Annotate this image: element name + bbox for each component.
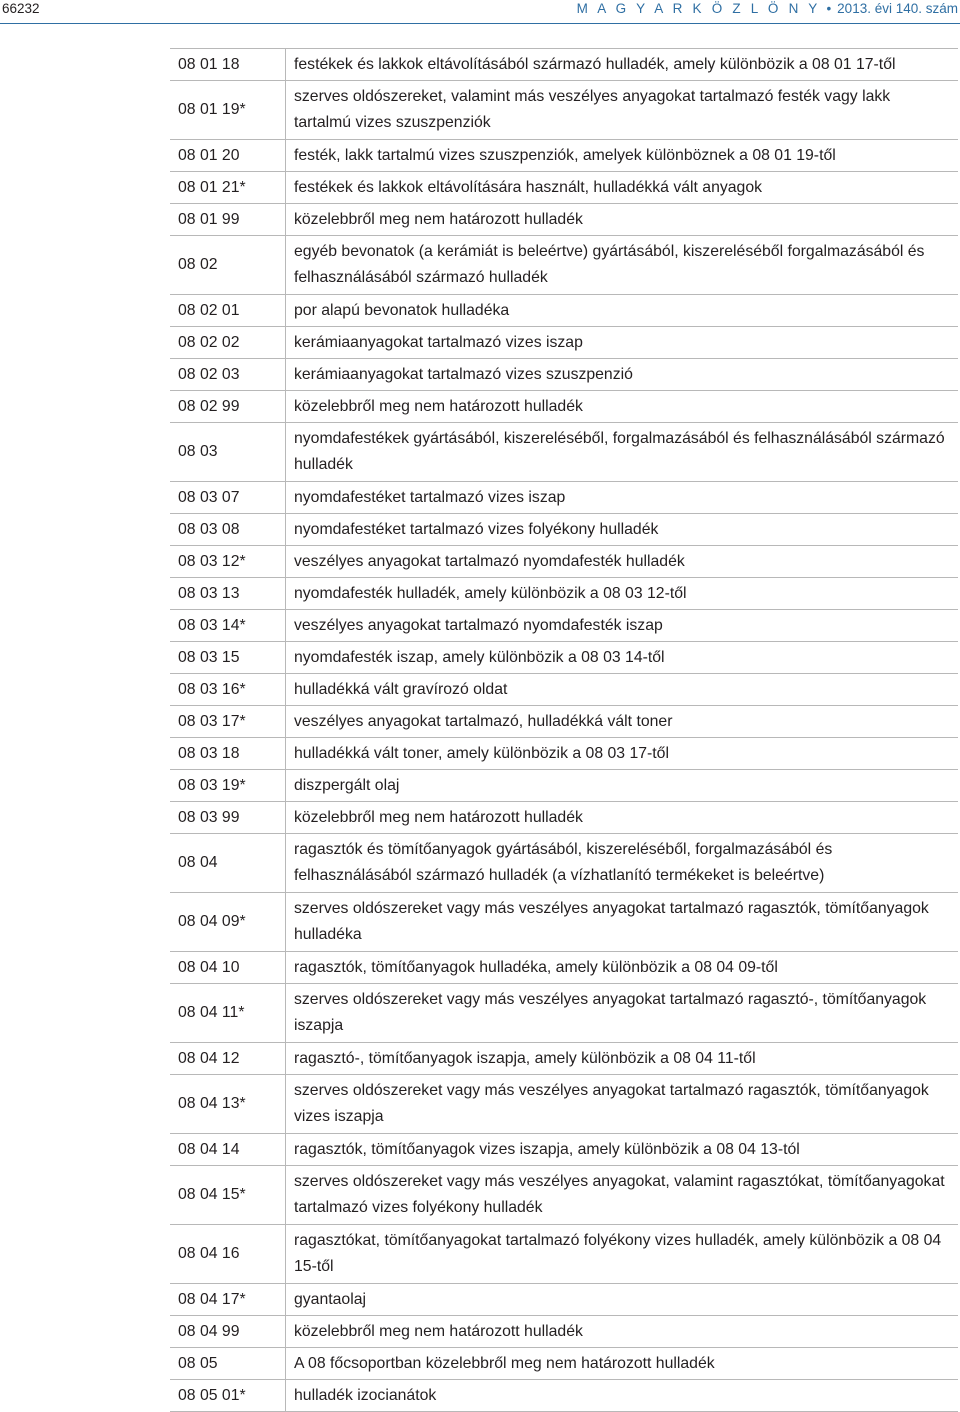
waste-code: 08 05 <box>170 1348 286 1380</box>
waste-description: szerves oldószereket vagy más veszélyes anyagokat tartalmazó ragasztó-, tömítőanyagok iszapja <box>286 984 959 1043</box>
waste-description: nyomdafestéket tartalmazó vizes folyékony hulladék <box>286 514 959 546</box>
waste-code: 08 04 17* <box>170 1284 286 1316</box>
waste-code: 08 05 01* <box>170 1380 286 1412</box>
waste-description: ragasztók és tömítőanyagok gyártásából, kiszereléséből, forgalmazásából és felhasználásából származó hulladék (a vízhatlanító termékeket is beleértve) <box>286 834 959 893</box>
table-row <box>170 1316 958 1348</box>
table-row <box>170 482 958 514</box>
waste-description: ragasztók, tömítőanyagok vizes iszapja, amely különbözik a 08 04 13-tól <box>286 1134 959 1166</box>
waste-description: kerámiaanyagokat tartalmazó vizes iszap <box>286 327 959 359</box>
waste-description: festékek és lakkok eltávolításából származó hulladék, amely különbözik a 08 01 17-től <box>286 49 959 81</box>
waste-code: 08 02 02 <box>170 327 286 359</box>
waste-description: nyomdafesték iszap, amely különbözik a 08 03 14-től <box>286 642 959 674</box>
waste-code: 08 03 16* <box>170 674 286 706</box>
waste-code-table-body <box>170 49 958 1412</box>
waste-description: veszélyes anyagokat tartalmazó nyomdafesték iszap <box>286 610 959 642</box>
table-row <box>170 172 958 204</box>
table-row <box>170 893 958 952</box>
waste-description: szerves oldószereket vagy más veszélyes anyagokat, valamint ragasztókat, tömítőanyagokat tartalmazó vizes folyékony hulladék <box>286 1166 959 1225</box>
waste-description: ragasztó-, tömítőanyagok iszapja, amely különbözik a 08 04 11-től <box>286 1043 959 1075</box>
waste-code: 08 03 07 <box>170 482 286 514</box>
table-row <box>170 770 958 802</box>
waste-description: hulladék izocianátok <box>286 1380 959 1412</box>
table-row <box>170 802 958 834</box>
waste-code: 08 04 13* <box>170 1075 286 1134</box>
waste-description: közelebbről meg nem határozott hulladék <box>286 802 959 834</box>
waste-code: 08 01 19* <box>170 81 286 140</box>
waste-code: 08 04 11* <box>170 984 286 1043</box>
table-row <box>170 1348 958 1380</box>
waste-code: 08 02 01 <box>170 295 286 327</box>
bullet-separator: • <box>826 1 832 16</box>
waste-code: 08 03 99 <box>170 802 286 834</box>
waste-code: 08 03 15 <box>170 642 286 674</box>
running-head <box>577 1 958 16</box>
waste-description: hulladékká vált gravírozó oldat <box>286 674 959 706</box>
waste-description: közelebbről meg nem határozott hulladék <box>286 204 959 236</box>
table-row <box>170 674 958 706</box>
waste-description: nyomdafestékek gyártásából, kiszereléséből, forgalmazásából és felhasználásából származó hulladék <box>286 423 959 482</box>
waste-code: 08 02 99 <box>170 391 286 423</box>
waste-code: 08 04 10 <box>170 952 286 984</box>
table-row <box>170 236 958 295</box>
table-row <box>170 610 958 642</box>
waste-code: 08 03 18 <box>170 738 286 770</box>
table-row <box>170 1043 958 1075</box>
waste-description: ragasztók, tömítőanyagok hulladéka, amely különbözik a 08 04 09-től <box>286 952 959 984</box>
waste-description: A 08 főcsoportban közelebbről meg nem határozott hulladék <box>286 1348 959 1380</box>
waste-description: szerves oldószereket vagy más veszélyes anyagokat tartalmazó ragasztók, tömítőanyagok hulladéka <box>286 893 959 952</box>
waste-description: szerves oldószereket vagy más veszélyes anyagokat tartalmazó ragasztók, tömítőanyagok vizes iszapja <box>286 1075 959 1134</box>
waste-code: 08 01 18 <box>170 49 286 81</box>
journal-title: M A G Y A R K Ö Z L Ö N Y <box>576 1 821 16</box>
waste-code: 08 01 21* <box>170 172 286 204</box>
waste-description: nyomdafestéket tartalmazó vizes iszap <box>286 482 959 514</box>
waste-code: 08 04 14 <box>170 1134 286 1166</box>
table-row <box>170 834 958 893</box>
table-row <box>170 952 958 984</box>
table-row <box>170 642 958 674</box>
table-row <box>170 984 958 1043</box>
page-number: 66232 <box>2 1 40 16</box>
waste-code: 08 03 17* <box>170 706 286 738</box>
waste-description: diszpergált olaj <box>286 770 959 802</box>
table-row <box>170 514 958 546</box>
waste-description: szerves oldószereket, valamint más veszélyes anyagokat tartalmazó festék vagy lakk tartalmú vizes szuszpenziók <box>286 81 959 140</box>
waste-description: hulladékká vált toner, amely különbözik a 08 03 17-től <box>286 738 959 770</box>
table-row <box>170 423 958 482</box>
table-row <box>170 1380 958 1412</box>
header-rule <box>0 23 960 24</box>
table-row <box>170 49 958 81</box>
waste-description: festékek és lakkok eltávolítására használt, hulladékká vált anyagok <box>286 172 959 204</box>
table-row <box>170 81 958 140</box>
waste-code: 08 01 99 <box>170 204 286 236</box>
table-row <box>170 1075 958 1134</box>
waste-description: közelebbről meg nem határozott hulladék <box>286 1316 959 1348</box>
waste-code: 08 04 99 <box>170 1316 286 1348</box>
waste-code: 08 04 09* <box>170 893 286 952</box>
table-row <box>170 546 958 578</box>
table-row <box>170 359 958 391</box>
table-row <box>170 1134 958 1166</box>
table-row <box>170 327 958 359</box>
waste-code: 08 04 15* <box>170 1166 286 1225</box>
waste-code: 08 01 20 <box>170 140 286 172</box>
waste-code: 08 03 19* <box>170 770 286 802</box>
waste-description: kerámiaanyagokat tartalmazó vizes szuszpenzió <box>286 359 959 391</box>
waste-code: 08 02 03 <box>170 359 286 391</box>
waste-description: egyéb bevonatok (a kerámiát is beleértve) gyártásából, kiszereléséből forgalmazásából és felhasználásából származó hulladék <box>286 236 959 295</box>
table-row <box>170 1225 958 1284</box>
page-header <box>0 0 960 22</box>
table-row <box>170 1166 958 1225</box>
waste-code: 08 03 13 <box>170 578 286 610</box>
table-row <box>170 578 958 610</box>
table-row <box>170 706 958 738</box>
table-row <box>170 204 958 236</box>
table-row <box>170 295 958 327</box>
waste-description: veszélyes anyagokat tartalmazó nyomdafesték hulladék <box>286 546 959 578</box>
waste-code: 08 02 <box>170 236 286 295</box>
waste-code: 08 03 12* <box>170 546 286 578</box>
waste-code: 08 03 14* <box>170 610 286 642</box>
waste-code-table <box>170 48 958 1412</box>
waste-description: ragasztókat, tömítőanyagokat tartalmazó folyékony vizes hulladék, amely különbözik a 08 04 15-től <box>286 1225 959 1284</box>
table-row <box>170 140 958 172</box>
waste-description: közelebbről meg nem határozott hulladék <box>286 391 959 423</box>
waste-description: nyomdafesték hulladék, amely különbözik a 08 03 12-től <box>286 578 959 610</box>
waste-code: 08 04 <box>170 834 286 893</box>
waste-description: por alapú bevonatok hulladéka <box>286 295 959 327</box>
waste-code: 08 04 16 <box>170 1225 286 1284</box>
waste-code: 08 04 12 <box>170 1043 286 1075</box>
waste-description: gyantaolaj <box>286 1284 959 1316</box>
waste-code: 08 03 <box>170 423 286 482</box>
table-row <box>170 391 958 423</box>
waste-code: 08 03 08 <box>170 514 286 546</box>
waste-description: veszélyes anyagokat tartalmazó, hulladékká vált toner <box>286 706 959 738</box>
issue-label: 2013. évi 140. szám <box>837 1 958 16</box>
waste-description: festék, lakk tartalmú vizes szuszpenziók, amelyek különböznek a 08 01 19-től <box>286 140 959 172</box>
table-row <box>170 1284 958 1316</box>
table-row <box>170 738 958 770</box>
